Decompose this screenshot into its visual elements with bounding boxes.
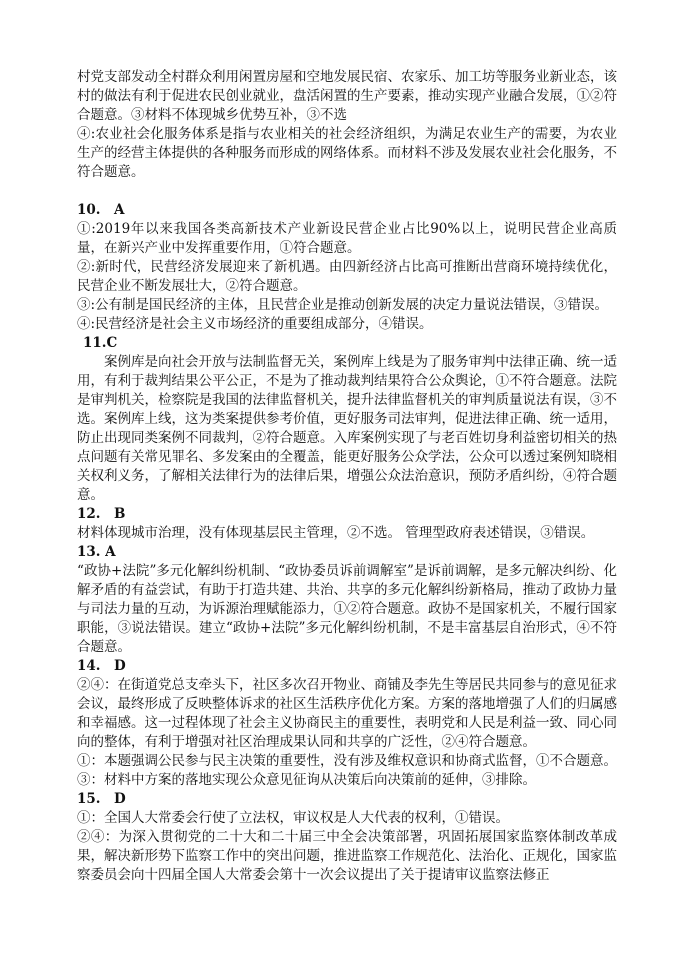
q14-answer: 14. D <box>77 658 126 674</box>
q10-line-3: ③:公有制是国民经济的主体，且民营企业是推动创新发展的决定力量说法错误，③错误。 <box>77 297 609 313</box>
q13-body: “政协+法院”多元化解纠纷机制、“政协委员诉前调解室”是诉前调解，是多元解决纠纷、化解矛盾的有益尝试，有助于打造共建、共治、共享的多元化解纠纷新格局，推动了政协力量与司法力量的互动，为诉源治理赋能添力，①②符合题意。政协不是国家机关，不履行国家职能，③说法错误。建立“政协+法院”多元化解纠纷机制，不是丰富基层自治形式，④不符合题意。 <box>77 563 617 655</box>
spacer <box>77 182 617 201</box>
intro-paragraph-2: ④:农业社会化服务体系是指与农业相关的社会经济组织，为满足农业生产的需要，为农业生产的经营主体提供的各种服务而形成的网络体系。而材料不涉及发展农业社会化服务，不符合题意。 <box>77 126 617 180</box>
q15-answer: 15. D <box>77 791 126 807</box>
q10-line-1: ①:2019年以来我国各类高新技术产业新设民营企业占比90%以上，说明民营企业高质量，在新兴产业中发挥重要作用，①符合题意。 <box>77 221 617 256</box>
q15-line-1: ①：全国人大常委会行使了立法权，审议权是人大代表的权利，①错误。 <box>77 810 509 826</box>
q10-answer: 10. A <box>77 202 125 218</box>
q11-body: 案例库是向社会开放与法制监督无关，案例库上线是为了服务审判中法律正确、统一适用，有利于裁判结果公平公正，不是为了推动裁判结果符合公众舆论，①不符合题意。法院是审判机关，检察院是我国的法律监督机关，提升法律监督机关的审判质量说法有误，③不选。案例库上线，这为类案提供参考价值，更好服务司法审判，促进法律正确、统一适用，防止出现同类案例不同裁判，②符合题意。入库案例实现了与老百姓切身利益密切相关的热点问题有关常见罪名、多发案由的全覆盖，能更好服务公众学法，公众可以透过案例知晓相关权利义务，了解相关法律行为的法律后果，增强公众法治意识，预防矛盾纠纷，④符合题意。 <box>77 354 617 503</box>
q12-body: 材料体现城市治理，没有体现基层民主管理，②不选。 管理型政府表述错误，③错误。 <box>77 525 595 541</box>
document-page <box>77 68 617 885</box>
q12-answer: 12. B <box>77 506 126 522</box>
q14-line-3: ③：材料中方案的落地实现公众意见征询从决策后向决策前的延伸，③排除。 <box>77 772 536 788</box>
q11-answer: 11.C <box>83 335 118 351</box>
q14-line-2: ①：本题强调公民参与民主决策的重要性，没有涉及维权意识和协商式监督，①不合题意。 <box>77 753 617 769</box>
q15-line-2: ②④：为深入贯彻党的二十大和二十届三中全会决策部署，巩固拓展国家监察体制改革成果，解决新形势下监察工作中的突出问题，推进监察工作规范化、法治化、正规化，国家监察委员会向十四届全国人大常委会第十一次会议提出了关于提请审议监察法修正 <box>77 829 617 883</box>
intro-paragraph-1: 村党支部发动全村群众利用闲置房屋和空地发展民宿、农家乐、加工坊等服务业新业态，该村的做法有利于促进农民创业就业，盘活闲置的生产要素，推动实现产业融合发展，①②符合题意。③材料不体现城乡优势互补，③不选 <box>77 69 617 123</box>
q13-answer: 13. A <box>77 544 116 560</box>
q14-line-1: ②④：在街道党总支牵头下，社区多次召开物业、商铺及李先生等居民共同参与的意见征求会议，最终形成了反映整体诉求的社区生活秩序优化方案。方案的落地增强了人们的归属感和幸福感。这一过程体现了社会主义协商民主的重要性，表明党和人民是利益一致、同心同向的整体，有利于增强对社区治理成果认同和共享的广泛性，②④符合题意。 <box>77 677 617 750</box>
q10-line-4: ④:民营经济是社会主义市场经济的重要组成部分，④错误。 <box>77 316 433 332</box>
q10-line-2: ②:新时代，民营经济发展迎来了新机遇。由四新经济占比高可推断出营商环境持续优化，民营企业不断发展壮大，②符合题意。 <box>77 259 617 294</box>
